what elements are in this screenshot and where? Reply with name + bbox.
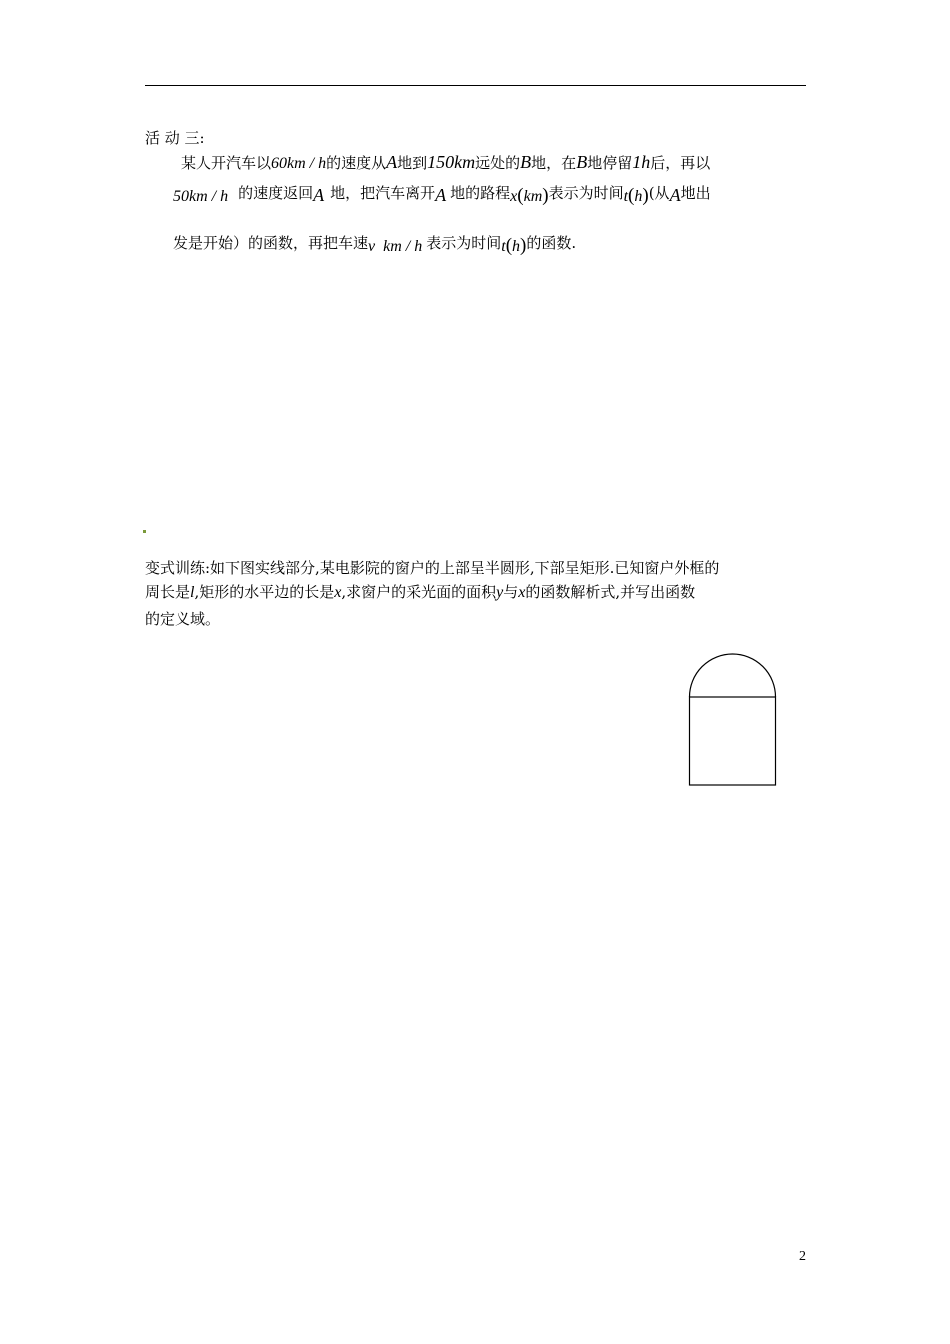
window-figure [686, 652, 780, 794]
text: 的函数. [526, 234, 577, 252]
paren: ( [505, 235, 513, 256]
point-b: B [576, 152, 588, 172]
text: 发是开始）的函数，再把车速 [173, 234, 369, 252]
variation-line-2 [145, 582, 695, 603]
unit-h: h [512, 238, 521, 255]
speed-60: 60km / h [271, 155, 327, 172]
stop-duration: 1h [632, 152, 651, 172]
text: 某人开汽车以 [181, 154, 272, 172]
text: 的速度返回 [238, 184, 314, 202]
variation-line-3: 的定义域。 [145, 610, 221, 628]
unit-h: h [634, 188, 643, 205]
text: 地出 [680, 184, 711, 202]
point-a: A [313, 185, 325, 205]
speed-50: 50km / h [173, 188, 229, 205]
paren: ) [520, 235, 527, 256]
var-x: x [510, 188, 518, 205]
unit-km: km [523, 188, 543, 205]
text: 后，再以 [650, 154, 711, 172]
text: (从 [648, 184, 670, 202]
var-t: t [623, 188, 629, 205]
point-b: B [520, 152, 532, 172]
semicircle-top [690, 654, 776, 697]
text: 表示为时间 [426, 234, 502, 252]
rectangle-bottom [690, 697, 776, 785]
distance-150: 150km [427, 152, 476, 172]
var-y: y [496, 584, 504, 601]
text: 地到 [397, 154, 428, 172]
text: 与 [503, 583, 519, 601]
text: ,求窗户的采光面的面积 [341, 583, 497, 601]
problem-line-2 [173, 182, 711, 204]
text: 地停留 [587, 154, 633, 172]
text: 地，把汽车离开 [330, 184, 436, 202]
point-a: A [386, 152, 398, 172]
text: 远处的 [475, 154, 521, 172]
var-x: x [334, 584, 342, 601]
problem-line-3 [173, 233, 576, 254]
problem-line-1 [181, 152, 710, 174]
activity-title: 活 动 三: [145, 129, 205, 147]
point-a: A [669, 185, 681, 205]
paren: ) [542, 185, 549, 206]
paren: ( [517, 185, 524, 206]
var-x: x [518, 584, 526, 601]
text: 的函数解析式,并写出函数 [525, 583, 696, 601]
text: 周长是 [145, 583, 191, 601]
point-a: A [435, 185, 447, 205]
text: 地的路程 [450, 184, 511, 202]
var-t: t [501, 238, 506, 255]
page-number: 2 [799, 1249, 806, 1264]
paren: ( [628, 185, 635, 206]
window-diagram [686, 652, 780, 790]
header-rule [145, 85, 806, 86]
variation-line-1: 变式训练:如下图实线部分,某电影院的窗户的上部呈半圆形,下部呈矩形.已知窗户外框的 [145, 559, 720, 577]
text: 地，在 [531, 154, 577, 172]
speed-v: v km / h [368, 238, 423, 255]
var-l: l [190, 584, 195, 601]
text: 表示为时间 [548, 184, 624, 202]
text: ,矩形的水平边的长是 [194, 583, 335, 601]
paren: ) [642, 185, 649, 206]
marker-dot [143, 530, 146, 533]
text: 的速度从 [326, 154, 387, 172]
